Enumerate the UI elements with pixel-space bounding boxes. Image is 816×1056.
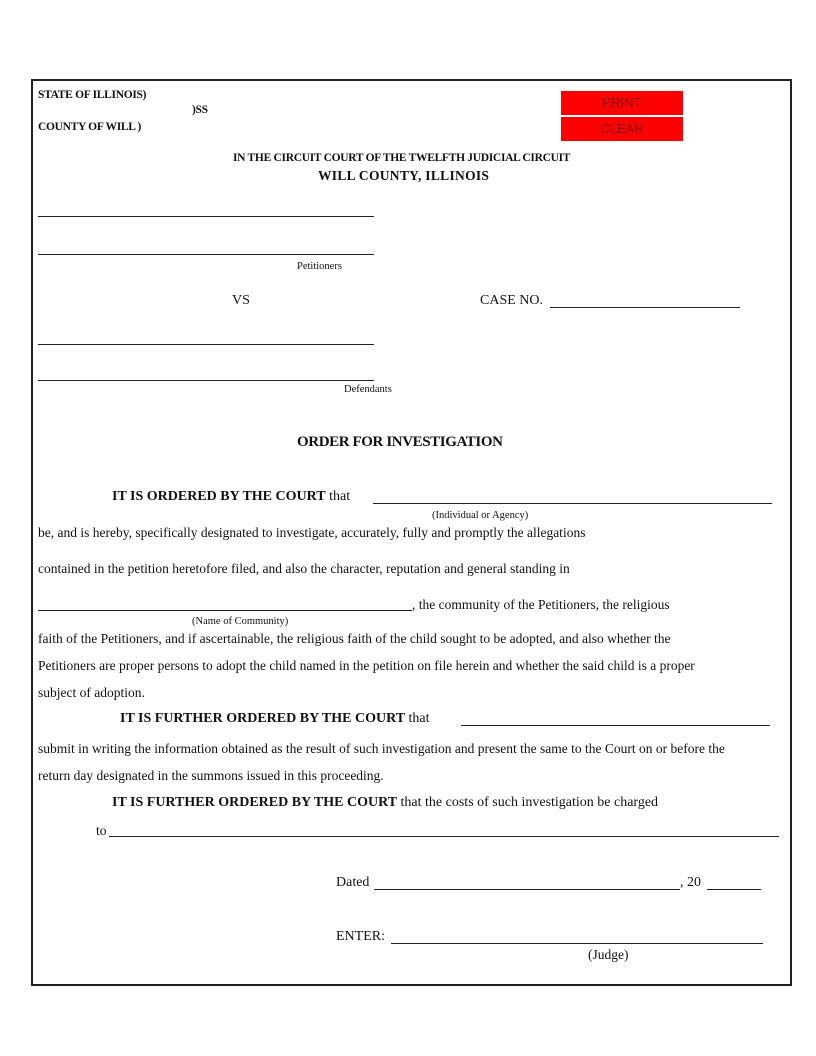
year-field[interactable] <box>707 889 761 890</box>
text-subject: subject of adoption. <box>38 685 145 700</box>
text-designated: be, and is hereby, specifically designated to investigate, accurately, fully and promptly the allegations <box>38 525 586 540</box>
charged-to-field[interactable] <box>109 836 779 837</box>
print-button[interactable]: PRINT <box>561 91 683 115</box>
text-submit: submit in writing the information obtained as the result of such investigation and present the same to the Court on or before the <box>38 741 725 756</box>
order-clause-bold: IT IS ORDERED BY THE COURT <box>112 489 326 504</box>
order-paragraph-2-intro <box>120 711 430 727</box>
county-label: COUNTY OF WILL ) <box>38 121 142 133</box>
text-proper: Petitioners are proper persons to adopt the child named in the petition on file herein and whether the said child is a proper <box>38 658 695 673</box>
text-community: , the community of the Petitioners, the religious <box>412 597 670 612</box>
vs-label: VS <box>232 293 250 308</box>
defendant-1-field[interactable] <box>38 344 374 345</box>
investigator-field[interactable] <box>461 725 770 726</box>
state-label: STATE OF ILLINOIS) <box>38 89 147 101</box>
defendant-2-field[interactable] <box>38 380 374 381</box>
judge-label: (Judge) <box>588 947 629 962</box>
text-faith: faith of the Petitioners, and if ascertainable, the religious faith of the child sought to be adopted, and also whether the <box>38 631 671 646</box>
case-no-field[interactable] <box>550 307 740 308</box>
year-prefix: , 20 <box>680 875 701 890</box>
individual-agency-field[interactable] <box>373 503 772 504</box>
text-return: return day designated in the summons issued in this proceeding. <box>38 768 384 783</box>
community-field[interactable] <box>38 610 412 611</box>
further-clause-bold: IT IS FURTHER ORDERED BY THE COURT <box>120 711 406 726</box>
costs-clause-text: that the costs of such investigation be charged <box>397 795 659 810</box>
community-label: (Name of Community) <box>192 616 289 627</box>
text-contained: contained in the petition heretofore filed, and also the character, reputation and general standing in <box>38 561 570 576</box>
petitioner-2-field[interactable] <box>38 254 374 255</box>
ss-label: )SS <box>192 104 208 116</box>
order-paragraph-1-intro <box>112 489 350 505</box>
court-county: WILL COUNTY, ILLINOIS <box>318 168 490 183</box>
petitioner-1-field[interactable] <box>38 216 374 217</box>
petitioners-label: Petitioners <box>297 261 342 272</box>
costs-clause-bold: IT IS FURTHER ORDERED BY THE COURT <box>112 795 398 810</box>
court-title: IN THE CIRCUIT COURT OF THE TWELFTH JUDICIAL CIRCUIT <box>233 152 571 164</box>
dated-label: Dated <box>336 875 370 890</box>
enter-label: ENTER: <box>336 929 385 944</box>
defendants-label: Defendants <box>344 384 392 395</box>
to-label: to <box>96 823 107 838</box>
clear-button[interactable]: CLEAR <box>561 117 683 141</box>
order-clause-text: that <box>325 489 351 504</box>
order-title: ORDER FOR INVESTIGATION <box>297 434 503 450</box>
individual-agency-label: (Individual or Agency) <box>432 510 529 521</box>
date-field[interactable] <box>374 889 680 890</box>
judge-signature-field[interactable] <box>391 943 763 944</box>
case-no-label: CASE NO. <box>480 293 544 308</box>
further-clause-text: that <box>405 711 430 726</box>
order-paragraph-3-intro <box>112 795 658 811</box>
